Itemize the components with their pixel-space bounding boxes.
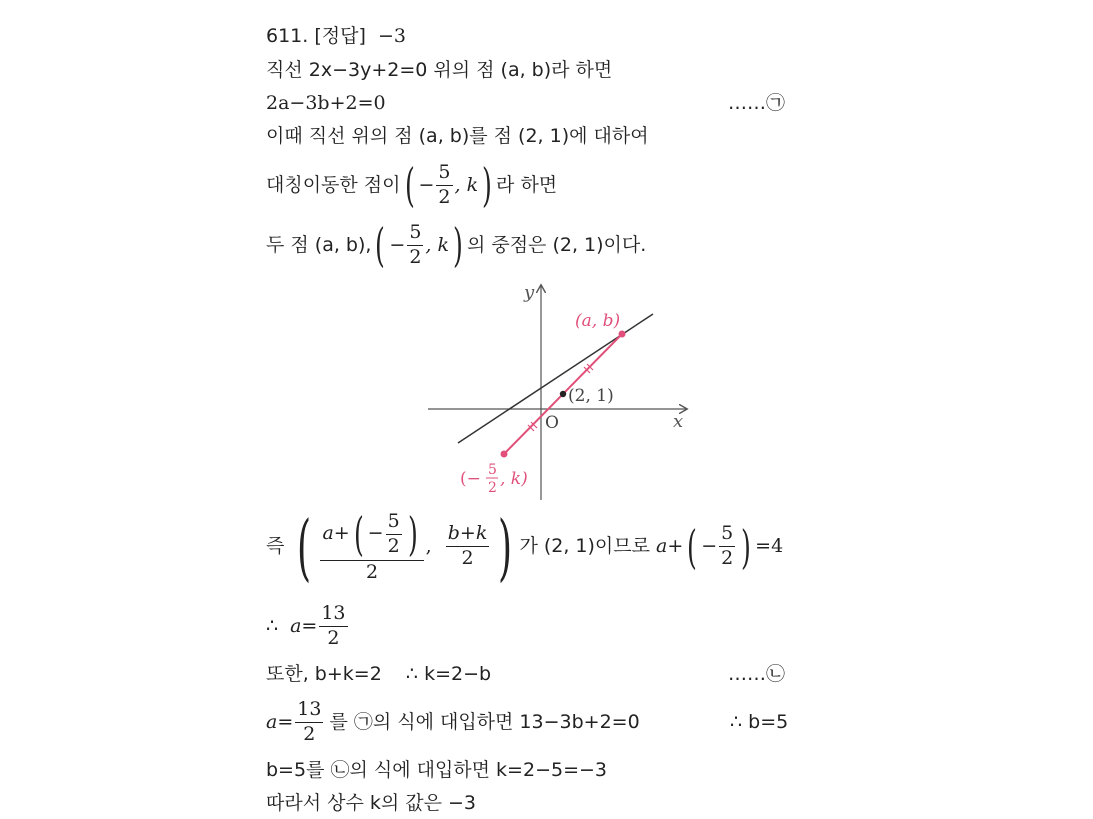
a-plus: a+ <box>322 522 350 545</box>
point-ab <box>619 331 626 338</box>
right-paren: ) <box>741 519 752 574</box>
fraction-a-plus <box>320 507 423 584</box>
line-6 <box>266 218 647 272</box>
point-k-num: 5 <box>488 462 497 478</box>
line-2: 직선 2x−3y+2=0 위의 점 (a, b)라 하면 <box>266 59 613 81</box>
big-left-paren: ( <box>297 504 312 589</box>
marker-2: ……㉡ <box>728 663 786 685</box>
line-5-suffix: 라 하면 <box>496 173 558 196</box>
right-paren: ) <box>482 158 493 212</box>
left-paren: ( <box>404 158 415 212</box>
line-7-prefix: 즉 <box>266 535 285 558</box>
k-variable: , k <box>454 173 479 196</box>
frac-den: 2 <box>303 722 316 745</box>
minus-sign: − <box>389 233 406 256</box>
left-paren: ( <box>353 507 364 561</box>
frac-den: 2 <box>461 547 474 570</box>
fraction-5-2 <box>386 509 402 557</box>
problem-header <box>266 27 406 46</box>
line-7-mid: 가 (2, 1)이므로 <box>519 535 650 558</box>
marker-1: ……㉠ <box>728 92 786 114</box>
minus-sign: − <box>367 522 384 545</box>
fraction-5-2 <box>436 160 452 208</box>
line-5 <box>266 158 558 212</box>
fraction-b-plus-k <box>446 524 490 569</box>
line-10-lhs: a= <box>266 710 294 733</box>
answer-value: −3 <box>377 25 406 47</box>
line-7 <box>266 504 784 589</box>
frac-num: 5 <box>386 512 402 535</box>
line-8-lhs: a= <box>290 614 318 637</box>
line-12: 따라서 상수 k의 값은 −3 <box>266 792 477 814</box>
minus-sign: − <box>701 535 718 558</box>
right-paren: ) <box>453 218 463 272</box>
frac-num: 13 <box>295 700 323 723</box>
line-10-text: 를 ㉠의 식에 대입하면 13−3b+2=0 <box>329 710 640 733</box>
frac-den: 2 <box>327 626 340 649</box>
midpoint <box>560 391 566 397</box>
point-ab-label: (a, b) <box>575 311 621 331</box>
right-paren: ) <box>407 507 418 561</box>
line-11: b=5를 ㉡의 식에 대입하면 k=2−5=−3 <box>266 759 608 781</box>
line-10-result: ∴ b=5 <box>730 711 789 733</box>
frac-num: b+k <box>446 524 490 547</box>
coordinate-figure <box>420 280 700 510</box>
therefore-symbol: ∴ <box>266 614 279 637</box>
line-6-prefix: 두 점 (a, b), <box>266 233 372 256</box>
point-k-den: 2 <box>488 480 497 496</box>
left-paren: ( <box>375 218 386 272</box>
line-7-result: =4 <box>755 535 784 558</box>
line-4: 이때 직선 위의 점 (a, b)를 점 (2, 1)에 대하여 <box>266 125 649 147</box>
line-6-suffix: 의 중점은 (2, 1)이다. <box>466 233 647 256</box>
frac-den: 2 <box>721 547 734 570</box>
frac-num-compound <box>320 507 423 561</box>
left-paren: ( <box>687 519 698 574</box>
fraction-13-2 <box>319 604 347 649</box>
k-variable: , k <box>425 233 449 256</box>
frac-den: 2 <box>409 245 422 268</box>
comma: , <box>425 535 444 558</box>
problem-number: 611. <box>266 25 309 47</box>
frac-den: 2 <box>387 534 400 557</box>
frac-num: 13 <box>319 604 347 627</box>
line-5-prefix: 대칭이동한 점이 <box>266 173 401 196</box>
fraction-5-2 <box>407 220 423 268</box>
frac-num: 5 <box>719 524 735 547</box>
big-right-paren: ) <box>498 504 513 589</box>
frac-num: 5 <box>407 223 423 246</box>
line-8 <box>266 604 350 649</box>
point-k-label-suffix: , k) <box>500 469 528 489</box>
fraction-13-2 <box>295 700 323 745</box>
fraction-5-2 <box>719 524 735 569</box>
frac-num: 5 <box>436 163 452 186</box>
line-3-equation: 2a−3b+2=0 <box>266 92 386 114</box>
frac-den: 2 <box>438 185 451 208</box>
point-k-label-prefix: (− <box>460 469 481 489</box>
line-10 <box>266 700 640 745</box>
a-plus: a+ <box>656 535 684 558</box>
y-axis-label: y <box>524 282 535 303</box>
point-k <box>501 451 508 458</box>
answer-tag: [정답] <box>314 25 366 47</box>
midpoint-label: (2, 1) <box>568 386 614 406</box>
origin-label: O <box>545 413 559 433</box>
minus-sign: − <box>418 173 435 196</box>
line-9: 또한, b+k=2 ∴ k=2−b <box>266 663 492 685</box>
frac-den: 2 <box>365 561 379 584</box>
x-axis-label: x <box>673 411 684 432</box>
